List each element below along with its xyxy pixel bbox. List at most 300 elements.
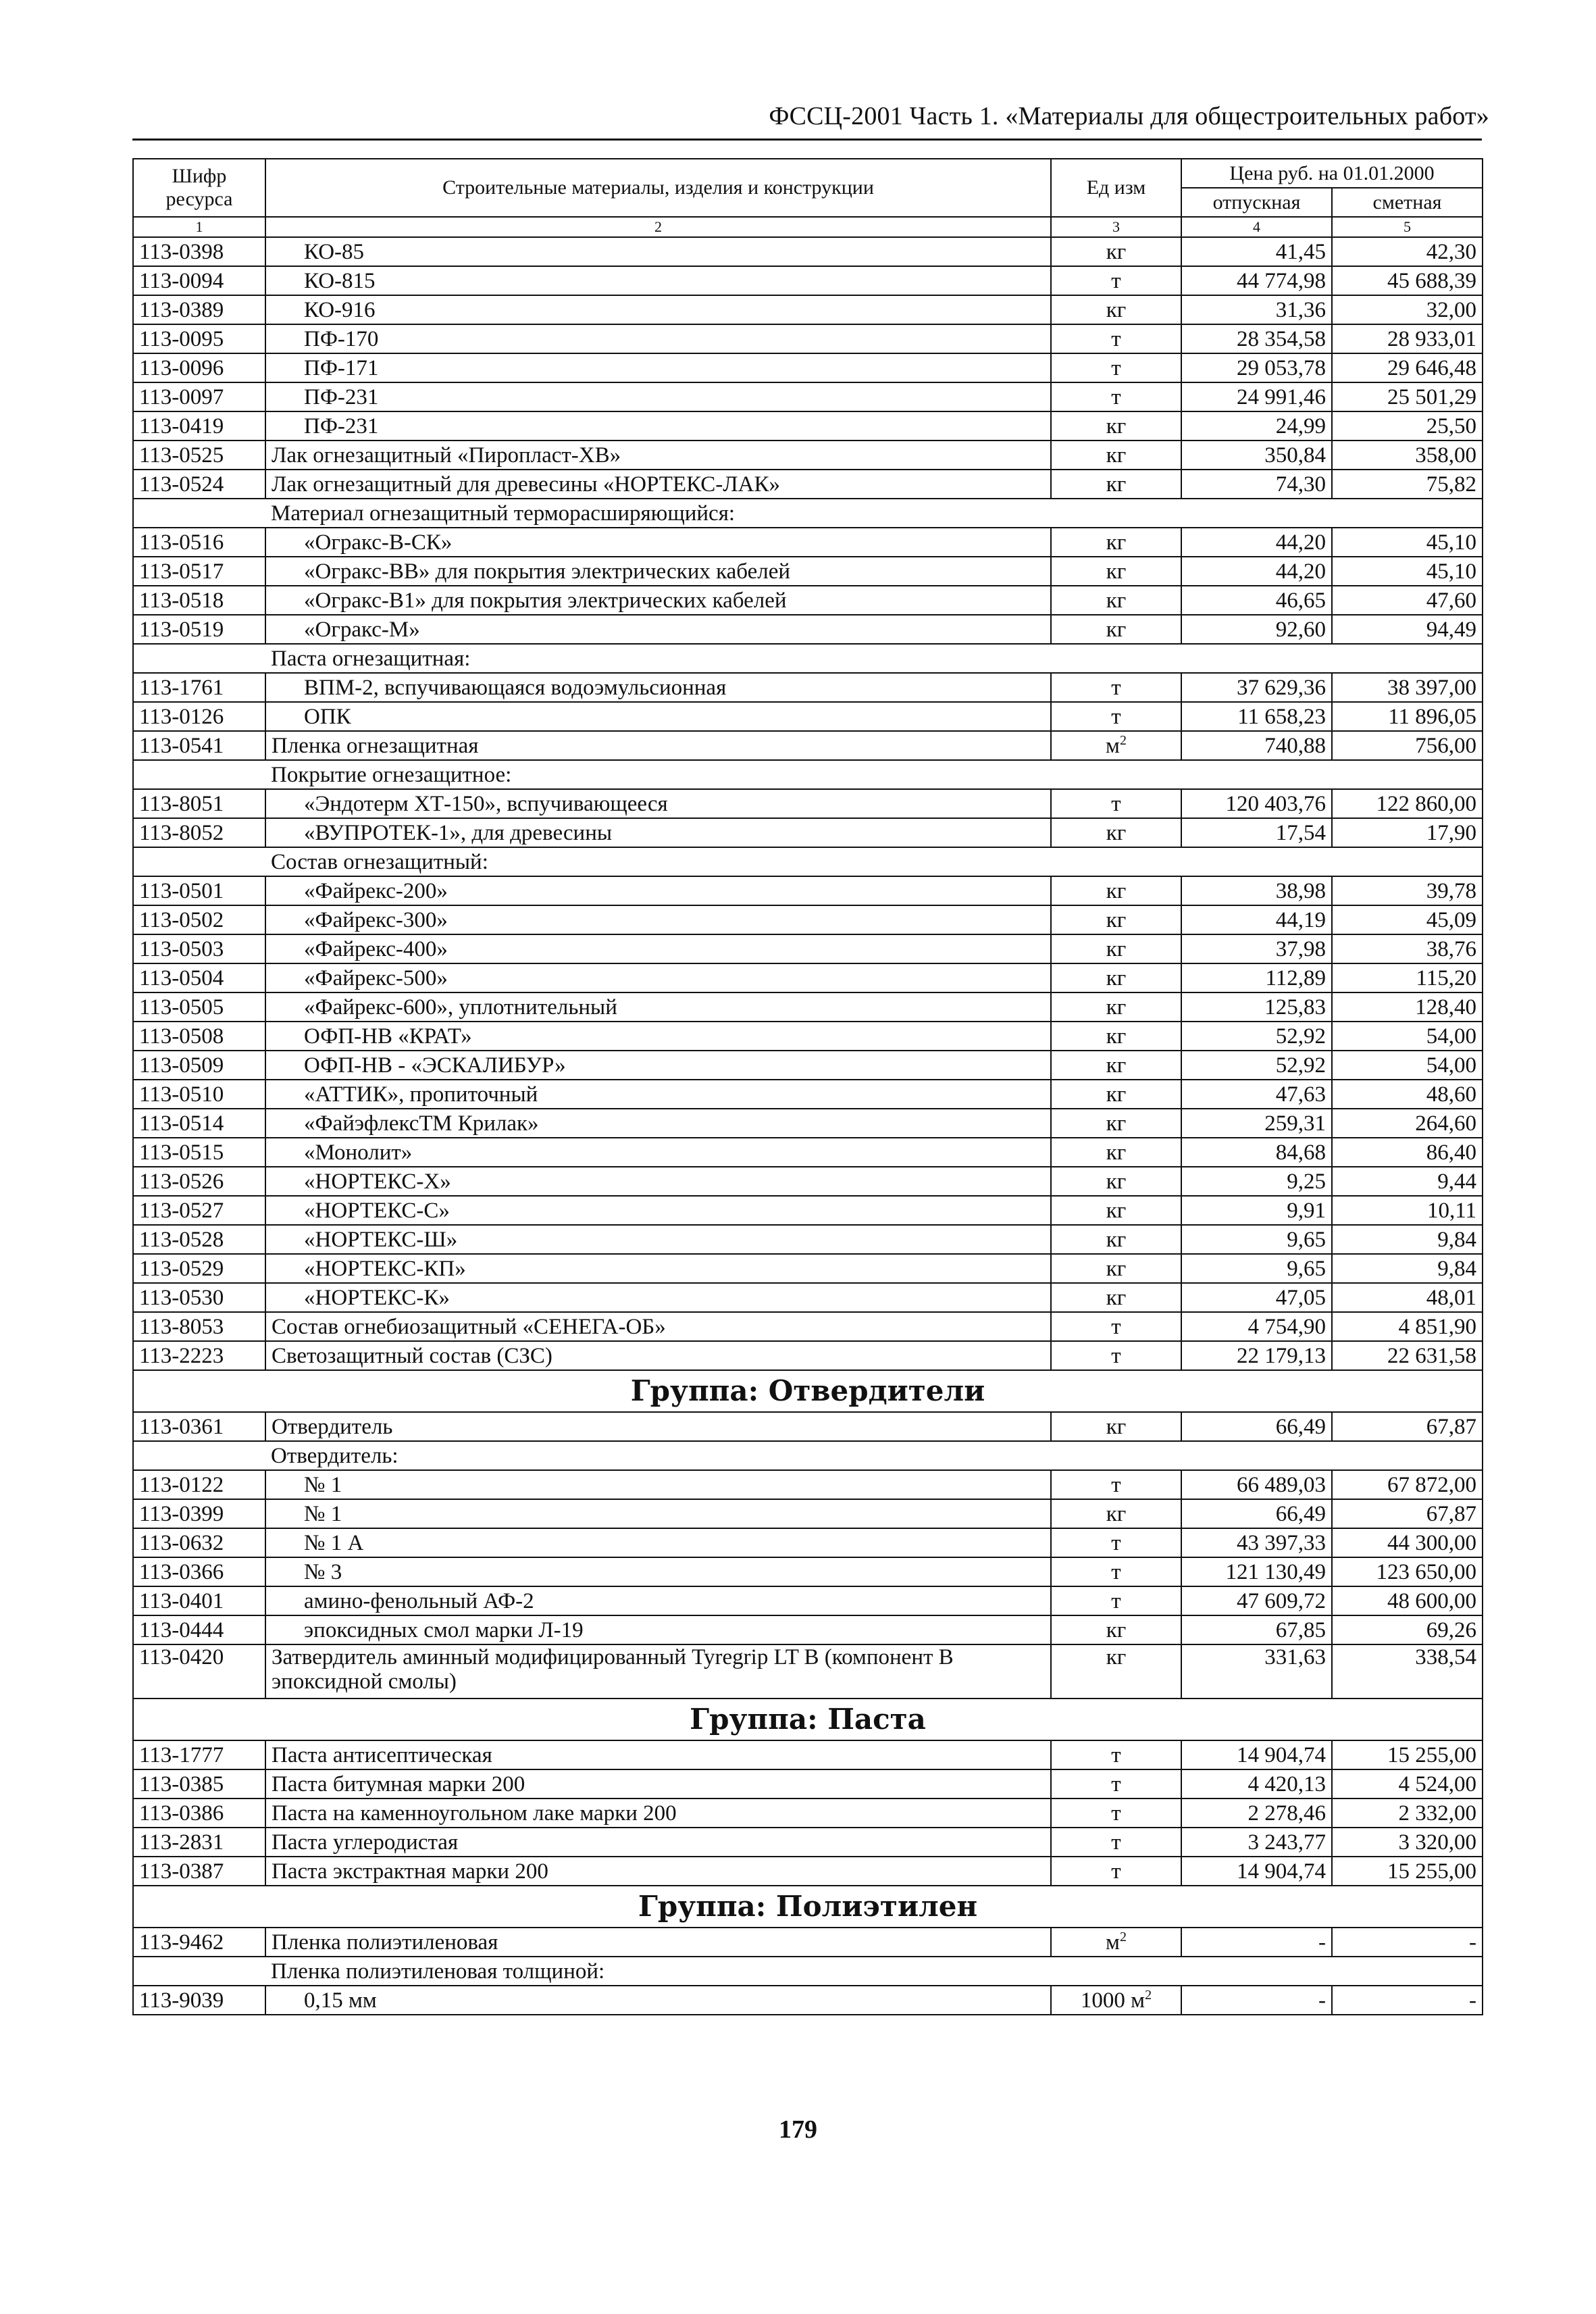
resource-code: 113-0518 [133,586,265,615]
material-name: № 3 [265,1557,1051,1586]
price-release: 66,49 [1181,1499,1332,1528]
price-estimate: 38,76 [1332,934,1483,963]
price-estimate: 45,10 [1332,557,1483,586]
material-name: Паста углеродистая [265,1828,1051,1857]
section-title: Отвердитель: [265,1441,1483,1470]
price-estimate: 39,78 [1332,876,1483,905]
unit-of-measure [1051,963,1181,992]
column-number-4: 4 [1181,217,1332,237]
price-release: 14 904,74 [1181,1740,1332,1769]
material-name: Состав огнебиозащитный «СЕНЕГА-ОБ» [265,1312,1051,1341]
section-blank-cell [133,760,265,789]
price-estimate: - [1332,1986,1483,2015]
resource-code: 113-0095 [133,324,265,353]
table-row [133,1928,1483,1957]
unit-text: т [1111,1830,1121,1855]
unit-exponent: 2 [1119,732,1127,748]
price-estimate: 2 332,00 [1332,1799,1483,1828]
table-row [133,1499,1483,1528]
table-row [133,237,1483,266]
material-name: «НОРТЕКС-Ш» [265,1225,1051,1254]
price-estimate: 29 646,48 [1332,353,1483,382]
resource-code: 113-0517 [133,557,265,586]
price-estimate: 48,60 [1332,1080,1483,1109]
price-estimate: 17,90 [1332,818,1483,847]
material-name: Затвердитель аминный модифицированный Tyregrip LT B (компонент B эпоксидной смолы) [265,1644,1051,1699]
section-row [133,644,1483,673]
material-name: № 1 А [265,1528,1051,1557]
column-header-price-release: отпускная [1181,188,1332,217]
unit-text: т [1111,1801,1121,1826]
price-release: 44 774,98 [1181,266,1332,295]
unit-text: кг [1106,559,1127,584]
price-release: 2 278,46 [1181,1799,1332,1828]
price-release: 92,60 [1181,615,1332,644]
resource-code: 113-0503 [133,934,265,963]
material-name: ВПМ-2, вспучивающаяся водоэмульсионная [265,673,1051,702]
unit-of-measure [1051,1051,1181,1080]
table-row [133,1022,1483,1051]
material-name: ПФ-231 [265,411,1051,441]
unit-of-measure [1051,1828,1181,1857]
table-row [133,1799,1483,1828]
section-title: Покрытие огнезащитное: [265,760,1483,789]
table-row [133,615,1483,644]
unit-of-measure [1051,1167,1181,1196]
material-name: Паста на каменноугольном лаке марки 200 [265,1799,1051,1828]
unit-text: 1000 м [1080,1988,1145,2013]
column-number-1: 1 [133,217,265,237]
header-rule [132,139,1482,141]
unit-of-measure [1051,1412,1181,1441]
unit-text: т [1111,1588,1121,1613]
table-row [133,1615,1483,1644]
resource-code: 113-0530 [133,1283,265,1312]
table-row [133,1828,1483,1857]
unit-text: кг [1106,820,1127,845]
resource-code: 113-0387 [133,1857,265,1886]
material-name: «Огракс-В1» для покрытия электрических кабелей [265,586,1051,615]
material-name: «Файрекс-300» [265,905,1051,934]
table-row [133,1080,1483,1109]
price-estimate: 25,50 [1332,411,1483,441]
price-release: 44,19 [1181,905,1332,934]
price-release: 28 354,58 [1181,324,1332,353]
unit-of-measure [1051,266,1181,295]
unit-of-measure [1051,818,1181,847]
table-row [133,1341,1483,1370]
section-title: Состав огнезащитный: [265,847,1483,876]
unit-text: кг [1106,1256,1127,1281]
price-estimate: 128,40 [1332,992,1483,1022]
resource-code: 113-0126 [133,702,265,731]
table-row [133,441,1483,470]
material-name: «Огракс-М» [265,615,1051,644]
price-estimate: 10,11 [1332,1196,1483,1225]
section-blank-cell [133,644,265,673]
section-title: Материал огнезащитный терморасширяющийся: [265,499,1483,528]
table-row [133,731,1483,760]
unit-text: кг [1106,1111,1127,1136]
unit-of-measure [1051,295,1181,324]
table-row [133,411,1483,441]
resource-code: 113-0526 [133,1167,265,1196]
table-row [133,1196,1483,1225]
section-blank-cell [133,847,265,876]
unit-of-measure [1051,1080,1181,1109]
unit-text: кг [1106,936,1127,961]
unit-of-measure [1051,673,1181,702]
price-release: 46,65 [1181,586,1332,615]
table-row [133,1254,1483,1283]
price-release: 121 130,49 [1181,1557,1332,1586]
unit-of-measure [1051,1557,1181,1586]
price-estimate: 15 255,00 [1332,1857,1483,1886]
unit-text: т [1111,1314,1121,1339]
material-name: Паста битумная марки 200 [265,1769,1051,1799]
material-name: Пленка полиэтиленовая [265,1928,1051,1957]
unit-text: т [1111,1472,1121,1497]
unit-of-measure [1051,1799,1181,1828]
unit-text: т [1111,704,1121,729]
price-estimate: 38 397,00 [1332,673,1483,702]
unit-text: кг [1106,1024,1127,1049]
material-name: ОФП-НВ - «ЭСКАЛИБУР» [265,1051,1051,1080]
resource-code: 113-1761 [133,673,265,702]
price-release: 9,65 [1181,1225,1332,1254]
resource-code: 113-0366 [133,1557,265,1586]
section-title: Паста огнезащитная: [265,644,1483,673]
unit-of-measure [1051,1196,1181,1225]
price-release: 52,92 [1181,1051,1332,1080]
price-release: 4 754,90 [1181,1312,1332,1341]
material-name: «НОРТЕКС-Х» [265,1167,1051,1196]
price-estimate: 75,82 [1332,470,1483,499]
table-row [133,266,1483,295]
table-row [133,1225,1483,1254]
price-release: 17,54 [1181,818,1332,847]
price-release: 41,45 [1181,237,1332,266]
price-release: 9,25 [1181,1167,1332,1196]
table-row [133,1586,1483,1615]
table-row [133,382,1483,411]
price-release: 66 489,03 [1181,1470,1332,1499]
price-release: 38,98 [1181,876,1332,905]
price-estimate: 264,60 [1332,1109,1483,1138]
unit-text: т [1111,1859,1121,1884]
table-row [133,1857,1483,1886]
resource-code: 113-8051 [133,789,265,818]
resource-code: 113-0444 [133,1615,265,1644]
unit-of-measure [1051,382,1181,411]
resource-code: 113-0504 [133,963,265,992]
group-row [133,1699,1483,1740]
unit-of-measure [1051,557,1181,586]
resource-code: 113-8052 [133,818,265,847]
table-row [133,586,1483,615]
unit-text: т [1111,791,1121,816]
section-row [133,847,1483,876]
table-row [133,1051,1483,1080]
table-row [133,1167,1483,1196]
unit-of-measure [1051,1499,1181,1528]
column-header-price-estimate: сметная [1332,188,1483,217]
price-estimate: 15 255,00 [1332,1740,1483,1769]
section-title: Пленка полиэтиленовая толщиной: [265,1957,1483,1986]
table-row [133,528,1483,557]
material-name: «Огракс-ВВ» для покрытия электрических кабелей [265,557,1051,586]
material-name: 0,15 мм [265,1986,1051,2015]
material-name: эпоксидных смол марки Л-19 [265,1615,1051,1644]
material-name: № 1 [265,1499,1051,1528]
price-release: 11 658,23 [1181,702,1332,731]
price-estimate: 22 631,58 [1332,1341,1483,1370]
price-estimate: 3 320,00 [1332,1828,1483,1857]
table-row [133,1528,1483,1557]
price-release: 259,31 [1181,1109,1332,1138]
section-row [133,499,1483,528]
unit-text: т [1111,384,1121,409]
price-estimate: 54,00 [1332,1022,1483,1051]
table-row [133,1557,1483,1586]
column-header-name: Строительные материалы, изделия и конструкции [265,159,1051,217]
resource-code: 113-9462 [133,1928,265,1957]
unit-of-measure [1051,237,1181,266]
price-release: 24,99 [1181,411,1332,441]
price-estimate: 122 860,00 [1332,789,1483,818]
resource-code: 113-0541 [133,731,265,760]
unit-text: кг [1106,1617,1127,1642]
section-blank-cell [133,1441,265,1470]
price-release: 47,05 [1181,1283,1332,1312]
price-release: 9,91 [1181,1196,1332,1225]
material-name: «Файрекс-400» [265,934,1051,963]
unit-text: кг [1106,1169,1127,1194]
unit-of-measure [1051,324,1181,353]
unit-text: кг [1106,1645,1127,1669]
material-name: Отвердитель [265,1412,1051,1441]
table-row [133,673,1483,702]
group-title: Группа: Полиэтилен [133,1886,1483,1928]
unit-of-measure [1051,441,1181,470]
table-row [133,934,1483,963]
group-row [133,1370,1483,1412]
unit-text: м [1106,733,1120,758]
unit-of-measure [1051,1769,1181,1799]
price-estimate: 44 300,00 [1332,1528,1483,1557]
unit-of-measure [1051,1644,1181,1699]
resource-code: 113-0385 [133,1769,265,1799]
resource-code: 113-0515 [133,1138,265,1167]
price-release: 331,63 [1181,1644,1332,1699]
resource-code: 113-0419 [133,411,265,441]
column-header-code: Шифр ресурса [133,159,265,217]
material-name: «ФайэфлексТМ Крилак» [265,1109,1051,1138]
material-name: ОФП-НВ «КРАТ» [265,1022,1051,1051]
price-release: 120 403,76 [1181,789,1332,818]
table-row [133,1412,1483,1441]
price-release: - [1181,1928,1332,1957]
price-estimate: 4 524,00 [1332,1769,1483,1799]
unit-of-measure [1051,1138,1181,1167]
price-release: 66,49 [1181,1412,1332,1441]
price-release: 37,98 [1181,934,1332,963]
material-name: Лак огнезащитный для древесины «НОРТЕКС-ЛАК» [265,470,1051,499]
group-title: Группа: Отвердители [133,1370,1483,1412]
material-name: № 1 [265,1470,1051,1499]
material-name: Паста экстрактная марки 200 [265,1857,1051,1886]
material-name: «Огракс-В-СК» [265,528,1051,557]
price-estimate: 69,26 [1332,1615,1483,1644]
table-row [133,1283,1483,1312]
unit-text: кг [1106,239,1127,264]
column-number-2: 2 [265,217,1051,237]
price-estimate: 45,09 [1332,905,1483,934]
unit-of-measure [1051,1986,1181,2015]
unit-text: т [1111,268,1121,293]
table-row [133,876,1483,905]
unit-of-measure [1051,470,1181,499]
price-release: 4 420,13 [1181,1769,1332,1799]
section-row [133,760,1483,789]
price-release: 112,89 [1181,963,1332,992]
unit-text: т [1111,1742,1121,1767]
price-release: 22 179,13 [1181,1341,1332,1370]
material-name: ОПК [265,702,1051,731]
resource-code: 113-2223 [133,1341,265,1370]
price-release: 31,36 [1181,295,1332,324]
resource-code: 113-0527 [133,1196,265,1225]
material-name: амино-фенольный АФ-2 [265,1586,1051,1615]
price-release: 9,65 [1181,1254,1332,1283]
table-row [133,295,1483,324]
unit-of-measure [1051,992,1181,1022]
price-estimate: 32,00 [1332,295,1483,324]
material-name: ПФ-231 [265,382,1051,411]
price-estimate: 86,40 [1332,1138,1483,1167]
price-estimate: 11 896,05 [1332,702,1483,731]
price-estimate: 48,01 [1332,1283,1483,1312]
material-name: «НОРТЕКС-КП» [265,1254,1051,1283]
unit-of-measure [1051,1109,1181,1138]
price-release: 740,88 [1181,731,1332,760]
unit-text: кг [1106,413,1127,438]
price-release: - [1181,1986,1332,2015]
unit-exponent: 2 [1145,1987,1152,2003]
unit-text: кг [1106,443,1127,468]
column-header-price-group: Цена руб. на 01.01.2000 [1181,159,1483,188]
table-row [133,992,1483,1022]
price-estimate: 42,30 [1332,237,1483,266]
table-row [133,557,1483,586]
unit-of-measure [1051,1254,1181,1283]
column-header-unit: Ед изм [1051,159,1181,217]
column-number-3: 3 [1051,217,1181,237]
resource-code: 113-0386 [133,1799,265,1828]
section-row [133,1957,1483,1986]
unit-text: кг [1106,1053,1127,1078]
price-release: 84,68 [1181,1138,1332,1167]
resource-code: 113-0508 [133,1022,265,1051]
resource-code: 113-0524 [133,470,265,499]
table-row [133,1740,1483,1769]
resource-code: 113-0505 [133,992,265,1022]
unit-of-measure [1051,789,1181,818]
unit-text: т [1111,1343,1121,1368]
material-name: ПФ-170 [265,324,1051,353]
price-estimate: 756,00 [1332,731,1483,760]
price-estimate: 9,84 [1332,1225,1483,1254]
unit-of-measure [1051,1857,1181,1886]
unit-text: кг [1106,472,1127,497]
resource-code: 113-1777 [133,1740,265,1769]
unit-of-measure [1051,1740,1181,1769]
table-row [133,1986,1483,2015]
price-estimate: 9,44 [1332,1167,1483,1196]
resource-code: 113-0632 [133,1528,265,1557]
unit-text: кг [1106,1198,1127,1223]
price-estimate: 115,20 [1332,963,1483,992]
unit-text: кг [1106,1140,1127,1165]
unit-text: кг [1106,1082,1127,1107]
price-release: 47,63 [1181,1080,1332,1109]
price-table [132,158,1483,2015]
unit-text: кг [1106,878,1127,903]
table-row [133,1769,1483,1799]
unit-of-measure [1051,1586,1181,1615]
material-name: «Файрекс-500» [265,963,1051,992]
price-release: 74,30 [1181,470,1332,499]
unit-of-measure [1051,731,1181,760]
price-estimate: 47,60 [1332,586,1483,615]
unit-text: кг [1106,1501,1127,1526]
unit-of-measure [1051,1928,1181,1957]
group-row [133,1886,1483,1928]
unit-of-measure [1051,411,1181,441]
resource-code: 113-0398 [133,237,265,266]
unit-of-measure [1051,353,1181,382]
price-estimate: 54,00 [1332,1051,1483,1080]
material-name: Лак огнезащитный «Пиропласт-ХВ» [265,441,1051,470]
unit-text: кг [1106,1414,1127,1439]
table-row [133,1644,1483,1699]
price-release: 43 397,33 [1181,1528,1332,1557]
table-row [133,1138,1483,1167]
price-estimate: 358,00 [1332,441,1483,470]
resource-code: 113-0094 [133,266,265,295]
unit-text: кг [1106,1285,1127,1310]
unit-of-measure [1051,1470,1181,1499]
price-estimate: 25 501,29 [1332,382,1483,411]
material-name: «АТТИК», пропиточный [265,1080,1051,1109]
resource-code: 113-0519 [133,615,265,644]
material-name: КО-815 [265,266,1051,295]
unit-text: кг [1106,530,1127,555]
unit-text: м [1106,1930,1120,1955]
unit-of-measure [1051,934,1181,963]
price-estimate: 45,10 [1332,528,1483,557]
material-name: Светозащитный состав (СЗС) [265,1341,1051,1370]
resource-code: 113-0510 [133,1080,265,1109]
unit-text: т [1111,1771,1121,1796]
unit-exponent: 2 [1119,1929,1127,1944]
resource-code: 113-0389 [133,295,265,324]
price-estimate: - [1332,1928,1483,1957]
price-table-header [133,159,1483,237]
resource-code: 113-0097 [133,382,265,411]
unit-of-measure [1051,1312,1181,1341]
resource-code: 113-0096 [133,353,265,382]
